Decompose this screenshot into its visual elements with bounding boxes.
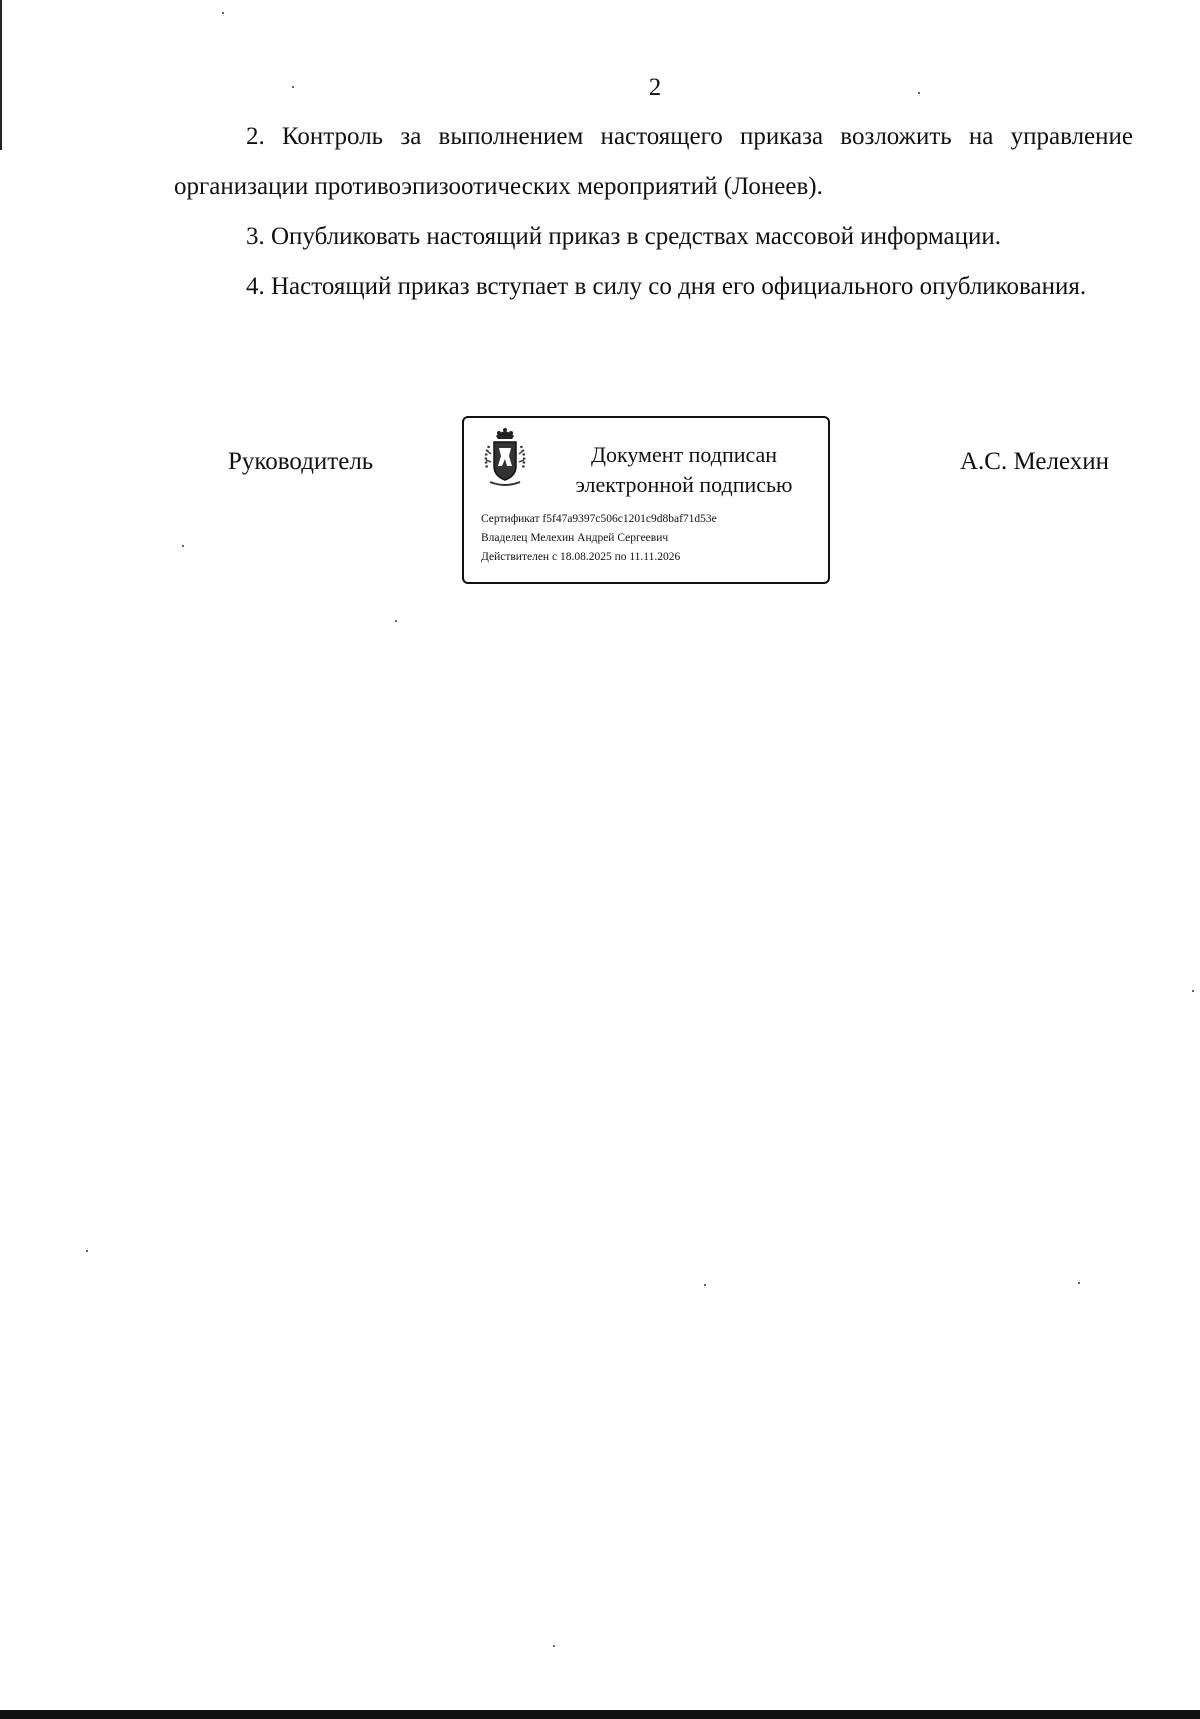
scan-speck (1078, 1282, 1080, 1284)
signatory-title: Руководитель (228, 448, 374, 475)
paragraph-2: 2. Контроль за выполнением настоящего приказа возложить на управление организации противоэпизоотических мероприятий (Лонеев). (174, 123, 1133, 200)
stamp-certificate: Сертификат f5f47a9397c506c1201c9d8baf71d53e (481, 513, 717, 525)
stamp-heading (564, 440, 804, 500)
stamp-validity: Действителен с 18.08.2025 по 11.11.2026 (481, 551, 681, 563)
paragraph-3: 3. Опубликовать настоящий приказ в средствах массовой информации. (246, 223, 1002, 250)
scan-speck (704, 1284, 706, 1286)
stamp-heading-line1: Документ подписан (590, 442, 778, 467)
body-text (174, 112, 1133, 312)
scan-speck (553, 1645, 555, 1647)
scan-speck (182, 545, 184, 547)
signatory-name: А.С. Мелехин (960, 448, 1109, 475)
scan-edge-bar (0, 1710, 1200, 1719)
scan-speck (292, 86, 294, 88)
scan-speck (395, 620, 397, 622)
stamp-owner: Владелец Мелехин Андрей Сергеевич (481, 532, 669, 544)
scan-edge-line (0, 0, 2, 150)
electronic-signature-stamp (462, 416, 830, 584)
scan-speck (1192, 990, 1194, 992)
stamp-details (481, 510, 717, 567)
paragraph-4: 4. Настоящий приказ вступает в силу со дня его официального опубликования. (246, 273, 1087, 300)
scan-speck (918, 92, 920, 94)
scan-speck (86, 1250, 88, 1252)
scan-speck (222, 12, 224, 14)
stamp-heading-line2: электронной подписью (575, 472, 793, 497)
coat-of-arms-icon (482, 426, 528, 490)
page-number: 2 (648, 74, 662, 101)
